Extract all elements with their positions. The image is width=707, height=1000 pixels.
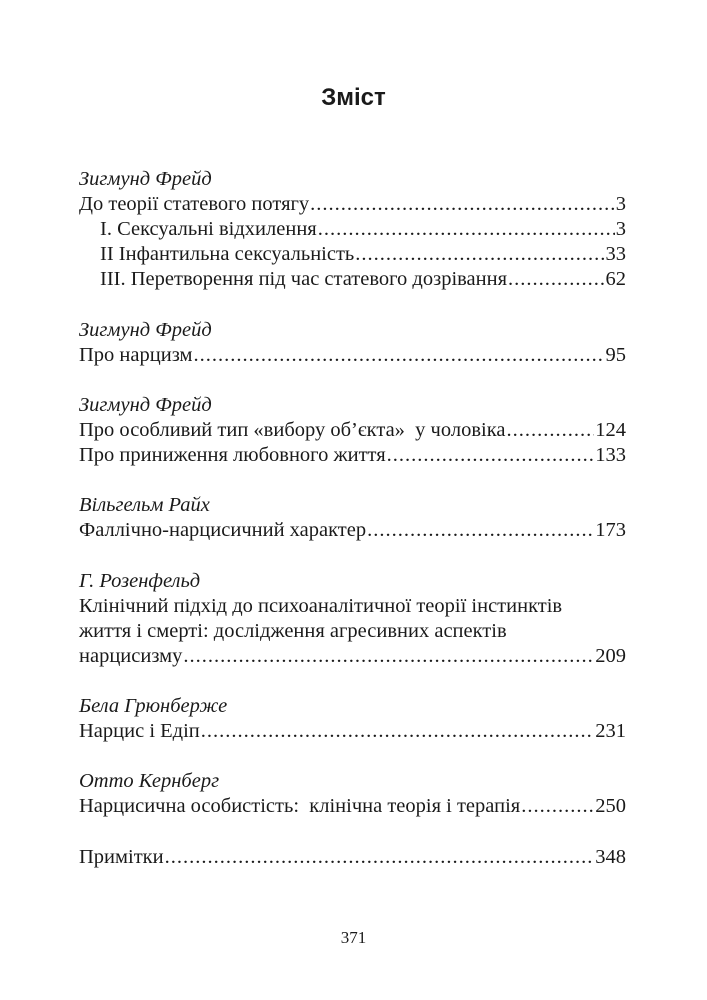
- entry-title: Нарцисична особистість: клінічна теорія і терапія: [79, 795, 521, 818]
- entry-page: 209: [595, 644, 626, 667]
- entry-title-line[interactable]: Клінічний підхід до психоаналітичної теорії інстинктів: [79, 594, 563, 617]
- entry-title: III. Перетворення під час статевого дозрівання: [100, 268, 508, 291]
- entry-title: Про особливий тип «вибору об’єкта» у чоловіка: [79, 418, 506, 441]
- entry-page: 124: [595, 418, 626, 441]
- entry-title: Примітки: [79, 845, 164, 868]
- entry-title: Про нарцизм: [79, 343, 193, 366]
- leader-dots: [310, 192, 615, 217]
- leader-dots: [318, 217, 615, 242]
- entry-page: 95: [605, 343, 626, 366]
- entry-page: 3: [615, 193, 626, 216]
- toc-entry[interactable]: [79, 343, 626, 368]
- author-name: Отто Кернберг: [79, 770, 220, 793]
- author-name: Вільгельм Райх: [79, 494, 210, 517]
- entry-title: нарцисизму: [79, 644, 183, 667]
- entry-page: 250: [595, 795, 626, 818]
- leader-dots: [387, 443, 595, 468]
- entry-page: 348: [595, 845, 626, 868]
- entry-title-line[interactable]: життя і смерті: дослідження агресивних аспектів: [79, 619, 507, 642]
- entry-page: 62: [605, 268, 626, 291]
- toc-entry[interactable]: [79, 443, 626, 468]
- toc-subentry[interactable]: [79, 267, 626, 292]
- leader-dots: [367, 518, 594, 543]
- toc-entry[interactable]: [79, 719, 626, 744]
- author-name: Зигмунд Фрейд: [79, 318, 212, 341]
- entry-title: I. Сексуальні відхилення: [100, 218, 317, 241]
- toc-subentry[interactable]: [79, 242, 626, 267]
- entry-title: Про приниження любовного життя: [79, 444, 386, 467]
- toc-entry[interactable]: [79, 418, 626, 443]
- toc-subentry[interactable]: [79, 217, 626, 242]
- author-name: Г. Розенфельд: [79, 569, 201, 592]
- entry-page: 133: [595, 444, 626, 467]
- entry-title: До теорії статевого потягу: [79, 193, 310, 216]
- entry-page: 3: [615, 218, 626, 241]
- entry-page: 33: [605, 243, 626, 266]
- toc-entry[interactable]: [79, 644, 626, 669]
- leader-dots: [193, 343, 604, 368]
- author-name: Зигмунд Фрейд: [79, 393, 212, 416]
- leader-dots: [183, 644, 594, 669]
- entry-page: 173: [595, 519, 626, 542]
- toc-entry[interactable]: [79, 518, 626, 543]
- entry-page: 231: [595, 720, 626, 743]
- entry-title: Фаллічно-нарцисичний характер: [79, 519, 367, 542]
- author-name: Бела Грюнберже: [79, 694, 228, 717]
- author-name: Зигмунд Фрейд: [79, 168, 212, 190]
- page-title: Зміст: [321, 84, 386, 111]
- toc-entry[interactable]: [79, 192, 626, 217]
- leader-dots: [506, 418, 594, 443]
- leader-dots: [521, 794, 594, 819]
- leader-dots: [355, 242, 604, 267]
- leader-dots: [508, 267, 604, 292]
- toc-entry[interactable]: [79, 794, 626, 819]
- leader-dots: [201, 719, 594, 744]
- page-number: 371: [340, 928, 367, 947]
- table-of-contents: [79, 167, 626, 870]
- toc-entry-notes[interactable]: [79, 845, 626, 870]
- entry-title: II Інфантильна сексуальність: [100, 243, 355, 266]
- entry-title: Нарцис і Едіп: [79, 720, 200, 743]
- leader-dots: [165, 845, 595, 870]
